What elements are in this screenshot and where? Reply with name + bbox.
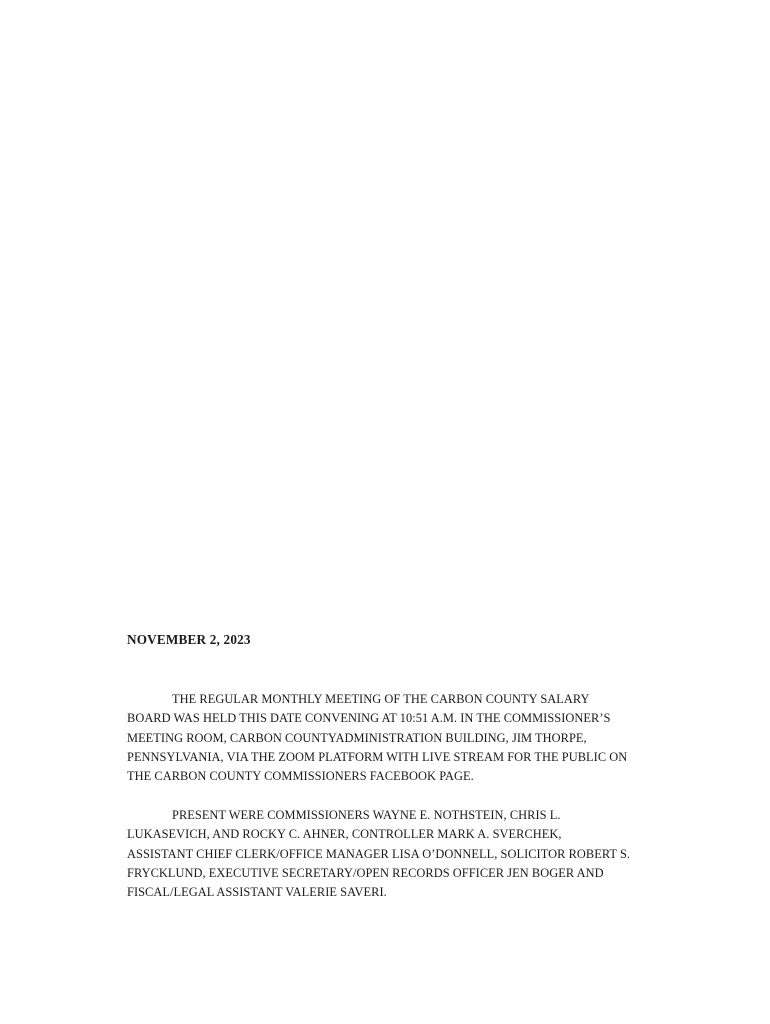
paragraph-line: THE REGULAR MONTHLY MEETING OF THE CARBON COUNTY SALARY [172, 692, 590, 706]
paragraph-line: PRESENT WERE COMMISSIONERS WAYNE E. NOTHSTEIN, CHRIS L. [172, 808, 561, 822]
attendees-paragraph [127, 806, 707, 902]
meeting-convening-paragraph [127, 690, 707, 786]
paragraph-line: PENNSYLVANIA, VIA THE ZOOM PLATFORM WITH LIVE STREAM FOR THE PUBLIC ON [127, 749, 628, 764]
paragraph-line: MEETING ROOM, CARBON COUNTYADMINISTRATION BUILDING, JIM THORPE, [127, 730, 587, 745]
paragraph-line: BOARD WAS HELD THIS DATE CONVENING AT 10:51 A.M. IN THE COMMISSIONER’S [127, 711, 611, 726]
paragraph-line: FISCAL/LEGAL ASSISTANT VALERIE SAVERI. [127, 885, 387, 900]
paragraph-line: THE CARBON COUNTY COMMISSIONERS FACEBOOK PAGE. [127, 769, 474, 784]
paragraph-line: FRYCKLUND, EXECUTIVE SECRETARY/OPEN RECORDS OFFICER JEN BOGER AND [127, 865, 604, 880]
meeting-date-heading: NOVEMBER 2, 2023 [127, 632, 251, 647]
paragraph-line: ASSISTANT CHIEF CLERK/OFFICE MANAGER LISA O’DONNELL, SOLICITOR ROBERT S. [127, 846, 631, 861]
paragraph-line: LUKASEVICH, AND ROCKY C. AHNER, CONTROLLER MARK A. SVERCHEK, [127, 827, 562, 842]
